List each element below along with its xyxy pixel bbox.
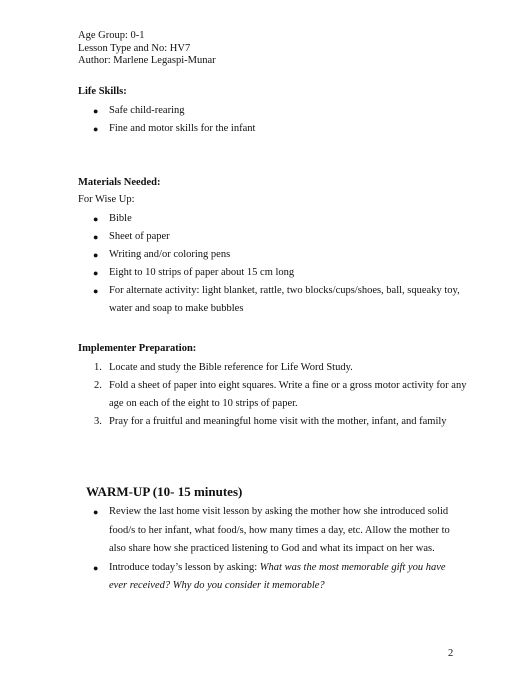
bullet-icon: ● <box>93 124 99 134</box>
list-item: ● Writing and/or coloring pens <box>78 246 478 264</box>
list-item: ● Introduce today’s lesson by asking: What was the most memorable gift you have ever received? Why do you consider it memorable? <box>90 559 460 596</box>
life-skills-list <box>78 102 478 138</box>
bullet-icon: ● <box>93 106 99 116</box>
bullet-icon: ● <box>93 232 99 242</box>
bullet-icon: ● <box>93 268 99 278</box>
list-item: ● Bible <box>78 210 478 228</box>
preparation-heading: Implementer Preparation: <box>78 343 197 354</box>
page-number: 2 <box>448 648 454 659</box>
bullet-icon: ● <box>93 286 99 296</box>
warmup-question: What was the most memorable gift you have ever received? Why do you consider it memorable? <box>109 561 446 591</box>
list-item: ● Safe child-rearing <box>78 102 478 120</box>
materials-heading: Materials Needed: <box>78 177 161 188</box>
lesson-header <box>78 30 216 68</box>
list-item: ● Review the last home visit lesson by asking the mother how she introduced solid food/s to her infant, what food/s, how many times a day, etc. Allow the mother to also share how she practiced listening to God and what its impact on her was. <box>90 503 460 559</box>
preparation-list <box>78 359 478 431</box>
list-item: ● Fine and motor skills for the infant <box>78 120 478 138</box>
materials-list <box>78 210 478 318</box>
lesson-type: Lesson Type and No: HV7 <box>78 42 191 54</box>
list-item: 1. Locate and study the Bible reference for Life Word Study. <box>94 362 353 373</box>
bullet-icon: ● <box>93 562 99 573</box>
warmup-heading: WARM-UP (10- 15 minutes) <box>86 484 243 499</box>
list-item: 2. Fold a sheet of paper into eight squares. Write a fine or a gross motor activity for any age on each of the eight to 10 strips of paper. <box>94 380 467 409</box>
bullet-icon: ● <box>93 507 99 517</box>
author: Author: Marlene Legaspi-Munar <box>78 55 216 66</box>
list-item: ● For alternate activity: light blanket, rattle, two blocks/cups/shoes, ball, squeaky toy, water and soap to make bubbles <box>78 282 478 318</box>
age-group: Age Group: 0-1 <box>78 30 145 41</box>
list-item: ● Sheet of paper <box>78 228 478 246</box>
bullet-icon: ● <box>93 214 99 224</box>
list-item: ● Eight to 10 strips of paper about 15 cm long <box>78 264 478 282</box>
warmup-list <box>90 503 460 596</box>
bullet-icon: ● <box>93 250 99 260</box>
life-skills-heading: Life Skills: <box>78 86 127 97</box>
list-item: 3. Pray for a fruitful and meaningful home visit with the mother, infant, and family <box>94 416 447 427</box>
materials-subheading: For Wise Up: <box>78 194 135 205</box>
